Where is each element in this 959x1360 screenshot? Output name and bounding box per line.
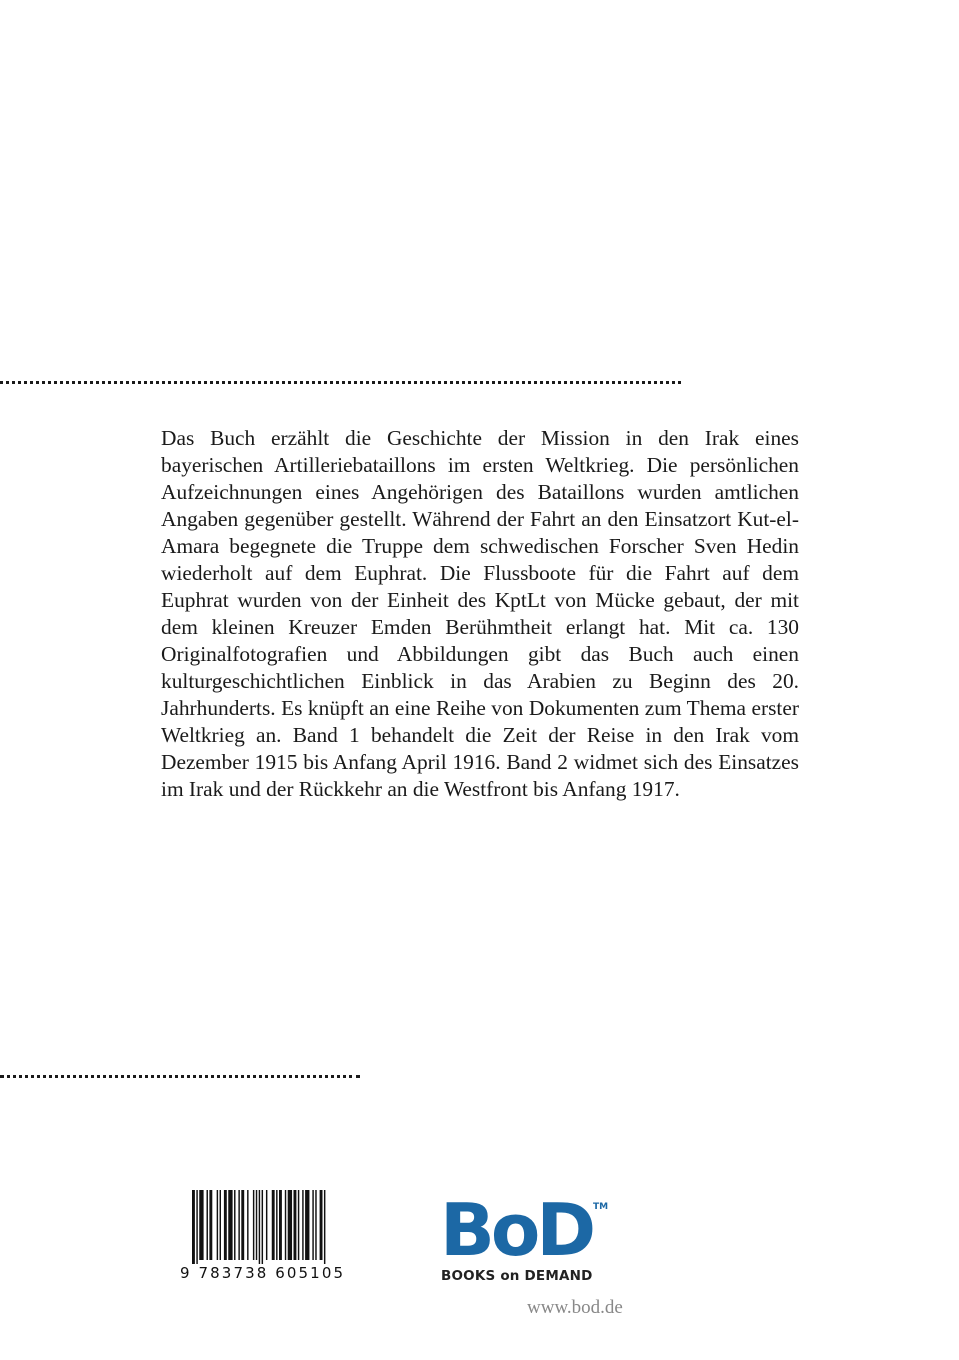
bod-logo — [440, 1188, 610, 1288]
barcode-bar — [324, 1190, 325, 1264]
barcode-bar — [320, 1190, 323, 1260]
dotted-divider-bottom — [0, 1075, 360, 1078]
barcode-bar — [209, 1190, 212, 1260]
barcode-bar — [196, 1190, 197, 1264]
barcode-bar — [228, 1190, 232, 1260]
barcode-bar — [259, 1190, 260, 1264]
barcode-bar — [272, 1190, 275, 1260]
barcode-bar — [247, 1190, 248, 1260]
barcode-bar — [294, 1190, 297, 1260]
barcode-bar — [262, 1190, 263, 1264]
dotted-divider-top — [0, 381, 681, 384]
barcode-bar — [279, 1190, 282, 1260]
bod-logo-tagline: BOOKS on DEMAND — [441, 1268, 593, 1284]
barcode-bar — [241, 1190, 244, 1260]
isbn-number: 9 783738 605105 — [180, 1264, 346, 1282]
barcode-bar — [192, 1190, 195, 1264]
barcode-bar — [238, 1190, 239, 1260]
barcode-bar — [220, 1190, 221, 1260]
barcode-bar — [266, 1190, 267, 1260]
barcode-bar — [305, 1190, 309, 1260]
barcode-bar — [207, 1190, 208, 1260]
bod-logo-wordmark: BoD — [440, 1188, 593, 1272]
trademark-mark: TM — [593, 1202, 609, 1212]
barcode-bar — [302, 1190, 303, 1260]
barcode-bar — [285, 1190, 286, 1260]
barcode-bar — [217, 1190, 218, 1260]
book-description: Das Buch erzählt die Geschichte der Mission in den Irak eines bayerischen Artilleriebataillons im ersten Weltkrieg. Die persönlichen Aufzeichnungen eines Angehörigen des Bataillons wurden amtlichen Angaben gegenüber gestellt. Während der Fahrt an den Einsatzort Kut-el-Amara begegnete die Truppe dem schwedischen Forscher Sven Hedin wiederholt auf dem Euphrat. Die Flussboote für die Fahrt auf dem Euphrat wurden von der Einheit des KptLt von Mücke gebaut, der mit dem kleinen Kreuzer Emden Berühmtheit erlangt hat. Mit ca. 130 Originalfotografien und Abbildungen gibt das Buch auch einen kulturgeschichtlichen Einblick in das Arabien zu Beginn des 20. Jahrhunderts. Es knüpft an eine Reihe von Dokumenten zum Thema erster Weltkrieg an. Band 1 behandelt die Zeit der Reise in den Irak vom Dezember 1915 bis Anfang April 1916. Band 2 widmet sich des Einsatzes im Irak und der Rückkehr an die Westfront bis Anfang 1917. — [161, 426, 799, 801]
isbn-barcode — [180, 1190, 385, 1284]
barcode-bar — [298, 1190, 299, 1260]
barcode-bar — [276, 1190, 277, 1260]
barcode-bar — [224, 1190, 227, 1260]
barcode-bar — [234, 1190, 235, 1260]
barcode-bar — [312, 1190, 313, 1260]
barcode-bar — [199, 1190, 203, 1260]
publisher-website: www.bod.de — [527, 1297, 623, 1318]
barcode-bar — [288, 1190, 292, 1260]
barcode-bars — [180, 1190, 385, 1264]
barcode-bar — [256, 1190, 257, 1260]
barcode-bar — [253, 1190, 254, 1260]
barcode-bar — [315, 1190, 316, 1260]
